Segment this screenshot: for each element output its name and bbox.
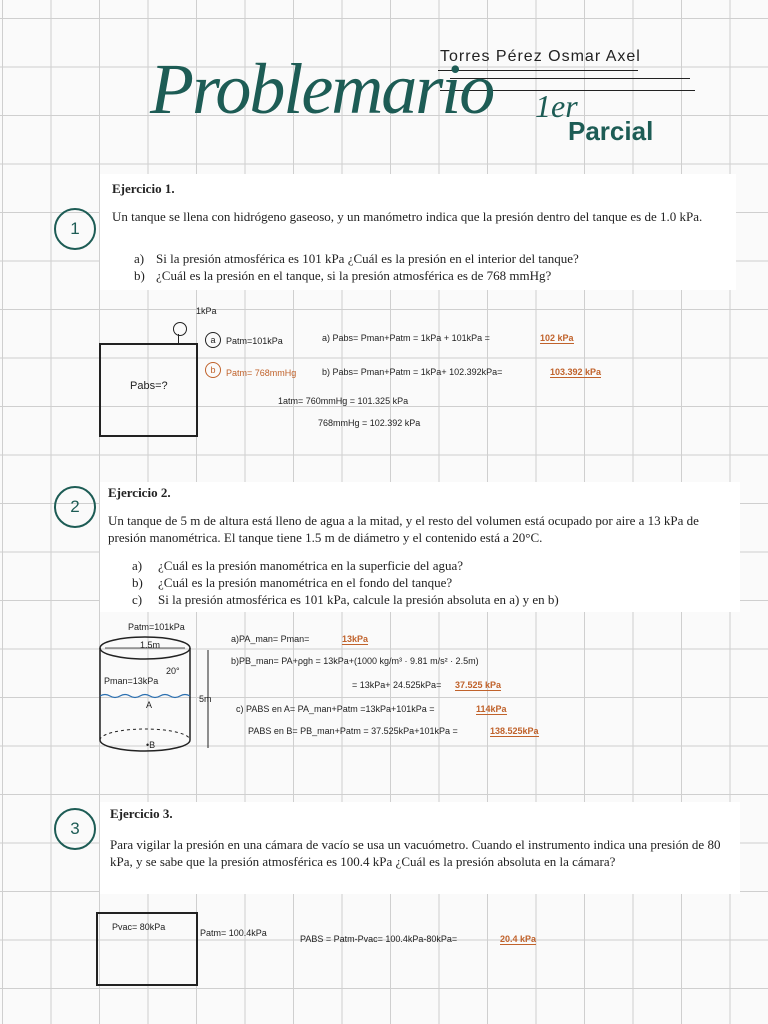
question-item	[132, 557, 732, 574]
mark-a-icon: a	[205, 332, 221, 348]
cylinder-sketch	[90, 618, 220, 758]
exercise-3-title: Ejercicio 3.	[110, 806, 173, 821]
ex2-a-result: 13kPa	[342, 634, 369, 644]
exercise-1-number: 1	[54, 208, 96, 250]
page-title: Problemario	[150, 49, 494, 129]
question-text: ¿Cuál es la presión manométrica en la superficie del agua?	[158, 558, 464, 573]
title-subtitle: Parcial	[568, 116, 654, 146]
b-given: Patm= 768mmHg	[226, 368, 297, 378]
exercise-3-statement: Para vigilar la presión en una cámara de vacío se usa un vacuómetro. Cuando el instrumento indica una presión de 80 kPa, y se sabe que la presión atmosférica es 100.4 kPa ¿Cuál es la presión absoluta en la cámara?	[110, 837, 721, 869]
tank-2-diameter: 1.5m	[140, 640, 161, 650]
question-text: ¿Cuál es la presión en el tanque, si la presión atmosférica es de 768 mmHg?	[156, 268, 552, 283]
author-name: Torres Pérez Osmar Axel	[440, 48, 641, 65]
tank-3-label: Pvac= 80kPa	[112, 922, 166, 932]
question-text: ¿Cuál es la presión manométrica en el fondo del tanque?	[158, 575, 453, 590]
question-item	[134, 267, 724, 284]
tank-1-label: Pabs=?	[130, 380, 168, 392]
question-item	[134, 250, 724, 267]
ex2-a-equation: a)PA_man= Pman=	[231, 634, 310, 644]
exercise-1-statement: Un tanque se llena con hidrógeno gaseoso, y un manómetro indica que la presión dentro del tanque es de 1.0 kPa.	[112, 209, 703, 224]
mark-b-icon: b	[205, 362, 221, 378]
tank-2-patm: Patm=101kPa	[128, 622, 185, 632]
ex2-c-equation-2: PABS en B= PB_man+Patm = 37.525kPa+101kPa =	[248, 726, 458, 736]
exercise-3-number: 3	[54, 808, 96, 850]
ex3-equation: PABS = Patm-Pvac= 100.4kPa-80kPa=	[300, 934, 458, 944]
exercise-2-number: 2	[54, 486, 96, 528]
tank-2-temp: 20°	[166, 666, 180, 676]
question-label: a)	[132, 558, 143, 573]
question-text: Si la presión atmosférica es 101 kPa, calcule la presión absoluta en a) y en b)	[158, 592, 559, 607]
exercise-1-title: Ejercicio 1.	[112, 181, 175, 196]
a-result: 102 kPa	[540, 333, 574, 343]
question-item	[132, 574, 732, 591]
a-given: Patm=101kPa	[226, 336, 283, 346]
ex2-b-equation-2: = 13kPa+ 24.525kPa=	[352, 680, 442, 690]
question-label: b)	[132, 575, 143, 590]
ex2-c-equation: c) PABS en A= PA_man+Patm =13kPa+101kPa =	[236, 704, 435, 714]
ex2-b-result: 37.525 kPa	[455, 680, 502, 690]
point-a: A	[146, 700, 153, 710]
question-text: Si la presión atmosférica es 101 kPa ¿Cuál es la presión en el interior del tanque?	[156, 251, 579, 266]
title-superscript: 1er	[535, 88, 578, 124]
conversion-2: 768mmHg = 102.392 kPa	[318, 418, 421, 428]
exercise-1-card	[100, 174, 736, 290]
gauge-icon	[173, 322, 187, 336]
exercise-3-card	[100, 802, 740, 894]
exercise-2-statement: Un tanque de 5 m de altura está lleno de agua a la mitad, y el resto del volumen está ocupado por aire a 13 kPa de presión manométrica. El tanque tiene 1.5 m de diámetro y el contenido está a 20°C.	[108, 513, 699, 545]
question-label: b)	[134, 268, 145, 283]
exercise-2-title: Ejercicio 2.	[108, 485, 171, 500]
ex2-c-result: 114kPa	[476, 704, 507, 714]
conversion-1: 1atm= 760mmHg = 101.325 kPa	[278, 396, 409, 406]
question-label: a)	[134, 251, 145, 266]
ex3-patm: Patm= 100.4kPa	[200, 928, 267, 938]
gauge-label: 1kPa	[196, 306, 217, 316]
tank-2-height: 5m	[199, 694, 212, 704]
exercise-1-questions	[134, 250, 724, 284]
exercise-2-card	[100, 482, 740, 612]
b-result: 103.392 kPa	[550, 367, 602, 377]
exercise-2-questions	[132, 557, 732, 608]
a-equation: a) Pabs= Pman+Patm = 1kPa + 101kPa =	[322, 333, 490, 343]
point-b: •B	[146, 740, 156, 750]
tank-2-pman: Pman=13kPa	[104, 676, 159, 686]
question-item	[132, 591, 732, 608]
question-label: c)	[132, 592, 143, 607]
ex2-b-equation: b)PB_man= PA+ρgh = 13kPa+(1000 kg/m³ · 9.81 m/s² · 2.5m)	[231, 656, 479, 666]
b-equation: b) Pabs= Pman+Patm = 1kPa+ 102.392kPa=	[322, 367, 503, 377]
ex3-result: 20.4 kPa	[500, 934, 537, 944]
ex2-c-result-2: 138.525kPa	[490, 726, 539, 736]
